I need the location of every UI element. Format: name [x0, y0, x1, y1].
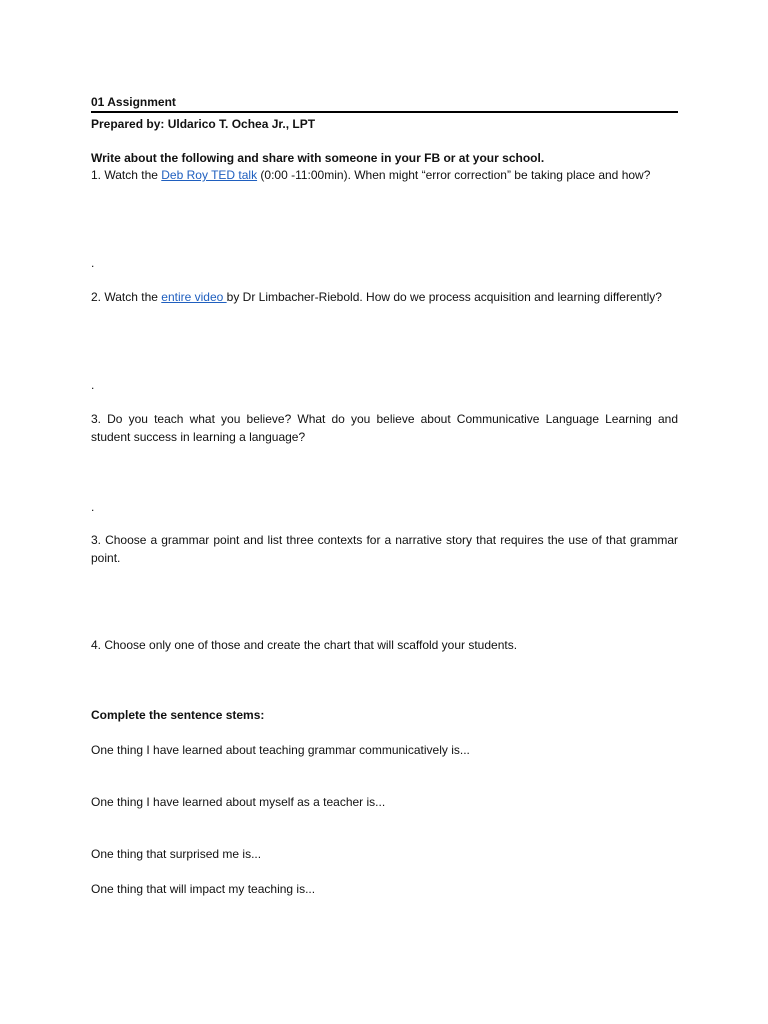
title-rule [91, 111, 678, 113]
sentence-stem-1: One thing I have learned about teaching grammar communicatively is... [91, 743, 470, 757]
instruction-text: Write about the following and share with someone in your FB or at your school. [91, 151, 545, 165]
answer-placeholder-1: . [91, 256, 95, 270]
question-2-post: by Dr Limbacher-Riebold. How do we process acquisition and learning differently? [226, 290, 662, 304]
sentence-stem-2: One thing I have learned about myself as a teacher is... [91, 795, 386, 809]
doc-title: 01 Assignment [91, 95, 176, 109]
question-2-pre: 2. Watch the [91, 290, 162, 304]
question-4: 3. Choose a grammar point and list three contexts for a narrative story that requires the use of that grammar point. [91, 533, 678, 565]
question-1-post: (0:00 -11:00min). When might “error correction” be taking place and how? [257, 168, 651, 182]
sentence-stem-3: One thing that surprised me is... [91, 847, 262, 861]
entire-video-link[interactable]: entire video [161, 290, 227, 304]
question-1 [91, 166, 678, 184]
answer-placeholder-2: . [91, 378, 95, 392]
answer-placeholder-3: . [91, 500, 95, 514]
question-1-pre: 1. Watch the [91, 168, 162, 182]
question-5: 4. Choose only one of those and create the chart that will scaffold your students. [91, 638, 518, 652]
prepared-by: Prepared by: Uldarico T. Ochea Jr., LPT [91, 117, 316, 131]
sentence-stem-4: One thing that will impact my teaching is... [91, 882, 316, 896]
question-3: 3. Do you teach what you believe? What do you believe about Communicative Language Learning and student success in learning a language? [91, 412, 678, 444]
stems-heading: Complete the sentence stems: [91, 708, 265, 722]
question-2 [91, 288, 678, 306]
deb-roy-ted-talk-link[interactable]: Deb Roy TED talk [161, 168, 258, 182]
